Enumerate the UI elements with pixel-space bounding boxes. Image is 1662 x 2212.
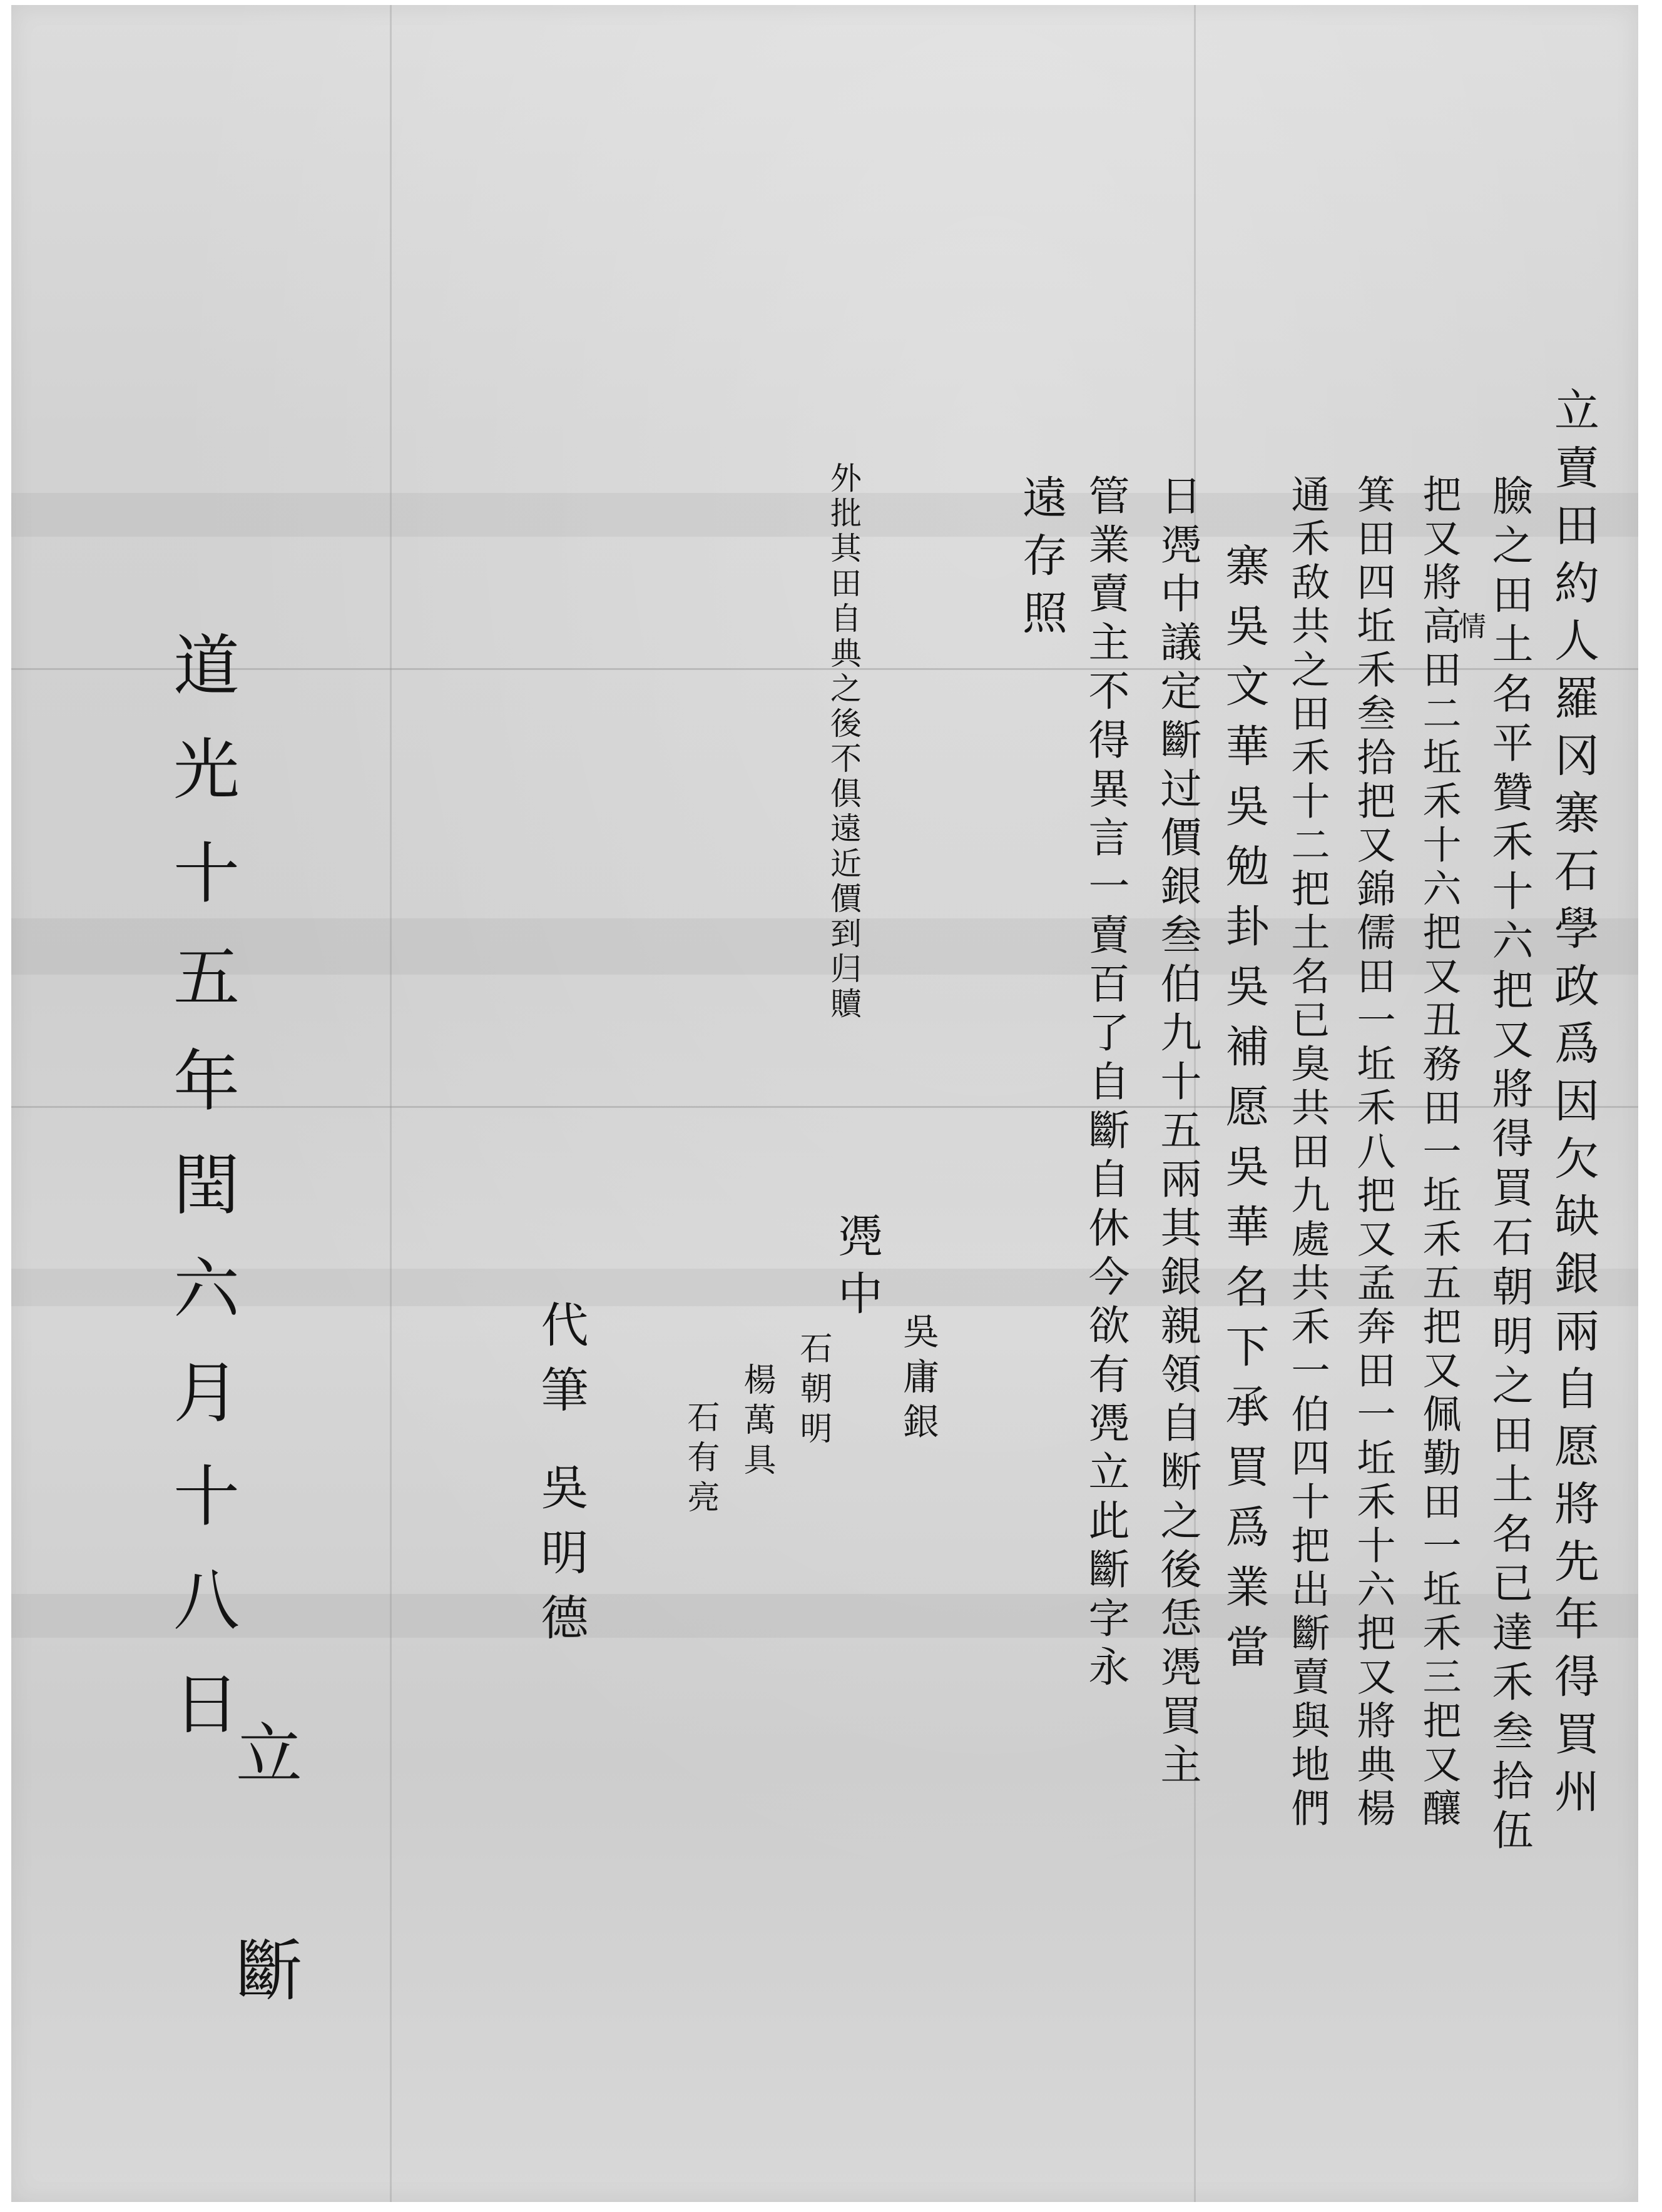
body-column-9: 遠存照 bbox=[1015, 474, 1068, 647]
body-column-8: 管業賣主不得異言一賣百了自斷自休今欲有凴立此斷字永 bbox=[1081, 474, 1129, 1694]
date-line: 道光十五年閏六月十八日 bbox=[163, 631, 240, 1773]
body-column-7: 日凴中議定斷过價銀叁伯九十五兩其銀親領自断之後恁凴買主 bbox=[1153, 474, 1201, 1792]
scribe-signature: 代筆 吳明德 bbox=[533, 1300, 589, 1658]
body-column-1: 立賣田約人羅冈寨石學政爲因欠缺銀兩自愿將先年得買州 bbox=[1547, 387, 1599, 1825]
closing-mark: 立斷 bbox=[225, 1719, 302, 2152]
insert-mark: 情 bbox=[1454, 612, 1486, 639]
witness-name: 石朝明 bbox=[794, 1331, 832, 1451]
witness-label: 凴中 bbox=[830, 1212, 883, 1327]
body-column-4: 箕田四坵禾叁拾把又錦儒田一坵禾八把又孟奔田一坵禾十六把又將典楊 bbox=[1350, 474, 1396, 1832]
body-column-3: 把又將高田二坵禾十六把又丑務田一坵禾五把又佩勤田一坵禾三把又釀 bbox=[1416, 474, 1462, 1832]
body-column-2: 臉之田土名平贊禾十六把又將得買石朝明之田土名已達禾叁拾伍 bbox=[1485, 474, 1533, 1858]
fold-crease bbox=[390, 5, 392, 2202]
witness-name: 石有亮 bbox=[681, 1400, 719, 1520]
witness-name: 楊萬具 bbox=[738, 1362, 775, 1483]
body-column-6: 寨吳文華吳勉卦吳補愿吳華名下承買爲業當 bbox=[1218, 543, 1270, 1684]
witness-name: 吳庸銀 bbox=[897, 1312, 939, 1448]
document-paper bbox=[11, 5, 1638, 2202]
body-column-5: 通禾敌共之田禾十二把土名已臭共田九處共禾一伯四十把出斷賣與地們 bbox=[1285, 474, 1330, 1832]
margin-note: 外批其田自典之後不俱遠近價到归贖 bbox=[825, 462, 862, 1022]
